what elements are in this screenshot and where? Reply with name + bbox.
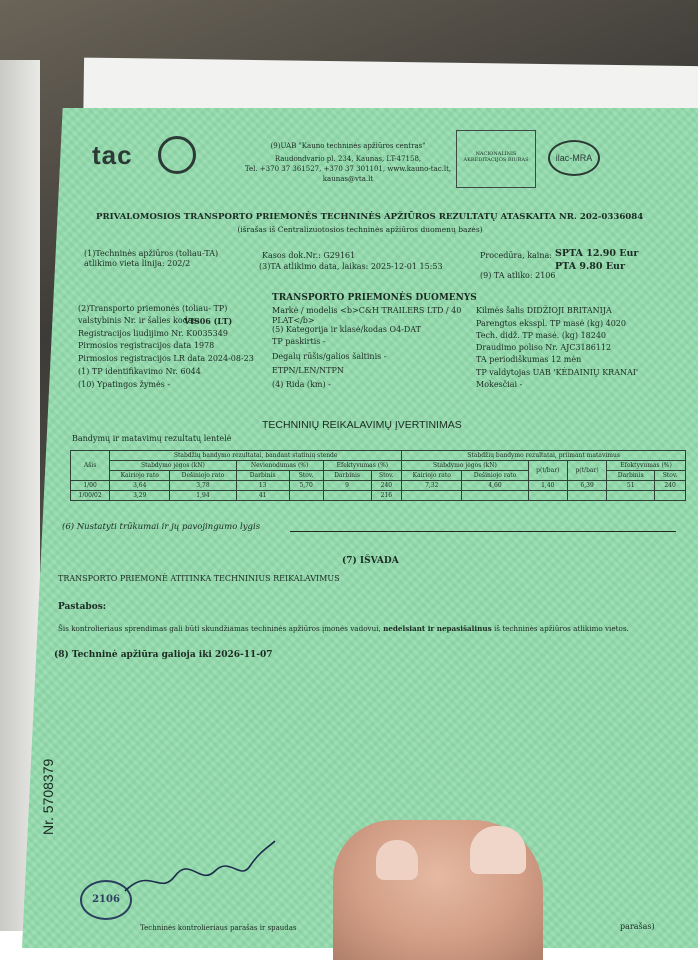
table-cell: 51 [607,481,655,491]
purpose: TP paskirtis - [272,337,326,346]
make-model: Markė / modelis <b>C&H TRAILERS LTD / 40 [272,306,462,315]
vehicle-id: (1) TP identifikavimo Nr. 6044 [78,367,201,376]
defects-label: (6) Nustatyti trūkumai ir jų pavojingumo lygis [62,522,261,532]
table-cell: 1/00 [71,481,110,491]
table-cell: 240 [655,481,686,491]
notes-text-a: Šis kontrolieriaus sprendimas gali būti skundžiamas techninės apžiūros įmonės vadovui, [58,624,381,633]
col-imbalance: Nevienodumas (%) [236,461,323,471]
tac-logo: tac [92,140,133,170]
col-left-wheel-2: Kairiojo rato [402,471,462,481]
make-model-cont: PLAT</b> [272,316,315,325]
col-brake-force: Stabdymo jėgos (kN) [110,461,236,471]
inspector-stamp: 2106 [80,880,132,920]
table-cell: 216 [371,491,402,501]
org-email: kaunas@vta.lt [322,175,374,183]
col-park-2: Stov. [371,471,402,481]
col-efficiency-right: Efektyvumas (%) [607,461,686,471]
table-cell [289,491,323,501]
table-cell: 13 [236,481,289,491]
signature-caption: Techninės kontrolieriaus parašas ir spaudas [140,924,297,932]
table-cell: 6,39 [567,481,606,491]
col-left-wheel: Kairiojo rato [110,471,170,481]
special-marks: (10) Ypatingos žymės - [78,380,171,389]
max-mass: Tech. didž. TP masė. (kg) 18240 [476,331,607,340]
report-subtitle: (išrašas iš Centralizuotosios techninės apžiūros duomenų bazės) [237,225,483,234]
org-name: (9)UAB "Kauno techninės apžiūros centras" [270,142,426,150]
vehicle-section-title: TRANSPORTO PRIEMONĖS DUOMENYS [272,293,477,303]
table-cell [567,491,606,501]
table-cell: 3,78 [170,481,236,491]
table-caption: Bandymų ir matavimų rezultatų lentelė [72,434,232,443]
conclusion-text: TRANSPORTO PRIEMONĖ ATITINKA TECHNINIUS REIKALAVIMUS [58,574,340,583]
evaluation-section-title: TECHNINIŲ REIKALAVIMŲ ĮVERTINIMAS [262,419,462,431]
col-park: Stov. [289,471,323,481]
signature-caption-right: parašas) [620,922,655,931]
col-p2: p(t/bar) [567,461,606,481]
table-cell: 3,64 [110,481,170,491]
col-p1: p(t/bar) [528,461,567,481]
table-row [71,491,686,501]
vehicle-manager: TP valdytojas UAB 'KĖDAINIŲ KRANAI' [476,368,639,377]
table-cell [528,491,567,501]
insurance-policy: Draudimo poliso Nr. AJC3186112 [476,343,612,352]
table-cell: 240 [371,481,402,491]
receipt-number: Kasos dok.Nr.: G29161 [262,251,356,260]
table-cell: 1,40 [528,481,567,491]
mileage: (4) Rida (km) - [272,380,331,389]
first-registration-lr: Pirmosios registracijos LR data 2024-08-23 [78,354,254,363]
notes-text-b: nedelsiant ir nepasišalinus [383,624,492,633]
col-right-wheel-2: Dešiniojo rato [462,471,528,481]
col-work-2: Darbinis [323,471,371,481]
pta-price: PTA 9.80 Eur [555,261,625,272]
reg-value: VIS06 (LT) [184,316,233,326]
ta-code: (9) TA atliko: 2106 [480,271,556,280]
empty-mass: Parengtos eksspl. TP masė (kg) 4020 [476,319,626,328]
org-address: Raudondvario pl. 234, Kaunas, LT-47158, [274,155,422,163]
conclusion-title: (7) IŠVADA [342,556,399,566]
reg-certificate: Registracijos liudijimo Nr. K0035349 [78,329,228,338]
col-park-3: Stov. [655,471,686,481]
fuel: Degalų rūšis/galios šaltinis - [272,352,387,361]
table-cell [462,491,528,501]
table-cell: 9 [323,481,371,491]
table-row [71,481,686,491]
table-cell [655,491,686,501]
group-right-header: Stabdžių bandymo rezultatai, priimant matavimus [402,451,686,461]
valid-until: (8) Techninė apžiūra galioja iki 2026-11-07 [54,650,273,660]
col-axis: Ašis [71,451,110,481]
table-cell: 1/00/02 [71,491,110,501]
serial-number: Nr. 5708379 [40,758,56,835]
table-cell: 1,94 [170,491,236,501]
reg-label-1: (2)Transporto priemonės (toliau- TP) [78,304,228,313]
notes-title: Pastabos: [58,602,107,612]
col-work-3: Darbinis [607,471,655,481]
periodicity: TA periodiškumas 12 mėn [476,355,582,364]
defects-line [290,531,676,532]
notes-text-c: iš techninės apžiūros atlikimo vietos. [493,624,629,633]
category: (5) Kategorija ir klasė/kodas O4-DAT [272,325,421,334]
station-line: atlikimo vieta linija: 202/2 [84,259,191,268]
col-work: Darbinis [236,471,289,481]
report-title: PRIVALOMOSIOS TRANSPORTO PRIEMONĖS TECHNINĖS APŽIŪROS REZULTATŲ ATASKAITA NR. 202-0336084 [96,212,644,222]
notes-text [58,624,629,633]
inspection-date: (3)TA atlikimo data, laikas: 2025-12-01 15:53 [259,262,443,271]
table-cell: 5,70 [289,481,323,491]
taxes: Mokesčiai - [476,380,523,389]
table-cell: 41 [236,491,289,501]
table-cell [607,491,655,501]
fingernail [376,840,418,880]
inspector-signature [120,836,290,896]
table-cell: 3,29 [110,491,170,501]
price-label: Procedūra, kaina: [480,251,552,260]
first-registration: Pirmosios registracijos data 1978 [78,341,215,350]
brake-results-table [70,450,686,501]
table-cell [402,491,462,501]
origin-country: Kilmės šalis DIDŽIOJI BRITANIJA [476,306,612,315]
station-label: (1)Techninės apžiūros (toliau-TA) [84,249,219,258]
reg-label-2: valstybinis Nr. ir šalies kodas: [78,316,200,325]
table-cell: 7,32 [402,481,462,491]
thumbnail [470,826,526,874]
group-left-header: Stabdžių bandymo rezultatai, bandant statinių stende [110,451,402,461]
tac-logo-mark-icon [158,136,196,174]
org-phones: Tel. +370 37 361527, +370 37 301101, www.kauno-tac.lt, [244,165,452,173]
etpn: ETPN/LEN/NTPN [272,366,344,375]
ilac-mra-logo: ilac-MRA [548,140,600,176]
table-cell [323,491,371,501]
table-cell: 4,60 [462,481,528,491]
spta-price: SPTA 12.90 Eur [555,248,639,259]
col-efficiency: Efektyvumas (%) [323,461,402,471]
col-right-wheel: Dešiniojo rato [170,471,236,481]
accreditation-logo: NACIONALINIS AKREDITACIJOS BIURAS [456,130,536,188]
col-brake-force-right: Stabdymo jėgos (kN) [402,461,528,471]
